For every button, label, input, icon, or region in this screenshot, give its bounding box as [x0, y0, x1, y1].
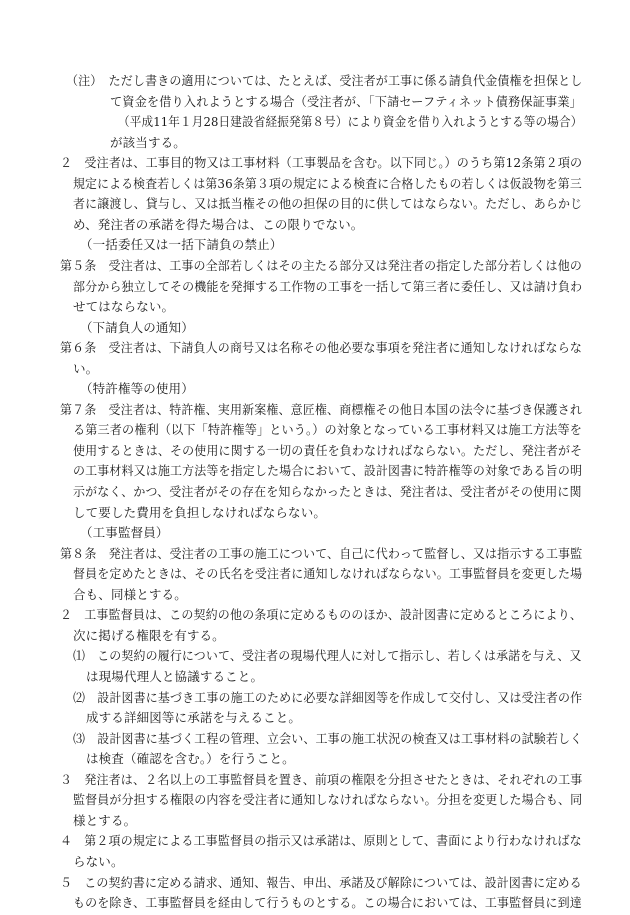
text-line: 監督員が分担する権限の内容を受注者に通知しなければならない。分担を変更した場合も、同 [73, 792, 583, 808]
section-heading: （一括委任又は一括下請負の禁止） [80, 237, 283, 253]
text-line: ３ 発注者は、２名以上の工事監督員を置き、前項の権限を分担させたときは、それぞれの工事 [60, 771, 583, 787]
text-line: 合も、同様とする。 [73, 586, 187, 602]
text-line: の工事材料又は施工方法等を指定した場合において、設計図書に特許権等の対象である旨の明 [73, 463, 583, 479]
text-line: 者に譲渡し、貸与し、又は抵当権その他の担保の目的に供してはならない。ただし、あらかじ [73, 196, 583, 212]
list-item: ⑶ 設計図書に基づく工程の管理、立会い、工事の施工状況の検査又は工事材料の試験若しく [73, 730, 583, 746]
text-line: 第６条 受注者は、下請負人の商号又は名称その他必要な事項を発注者に通知しなければならな [60, 340, 582, 356]
list-item: ⑵ 設計図書に基づき工事の施工のために必要な詳細図等を作成して交付し、又は受注者の作 [73, 689, 583, 705]
text-line: 様とする。 [73, 812, 137, 828]
text-line: 第７条 受注者は、特許権、実用新案権、意匠権、商標権その他日本国の法令に基づき保護され [60, 401, 582, 417]
text-line: （平成11年１月28日建設省経振発第８号）により資金を借り入れようとする等の場合） [118, 114, 583, 130]
text-line: 次に掲げる権限を有する。 [73, 627, 225, 643]
text-line: 使用するときは、その使用に関する一切の責任を負わなければならない。ただし、発注者がそ [73, 442, 583, 458]
text-line: て資金を借り入れようとする場合（受注者が、「下請セーフティネット債務保証事業」 [110, 93, 582, 109]
text-line: ４ 第２項の規定による工事監督員の指示又は承諾は、原則として、書面により行わなければな [60, 833, 582, 849]
text-line: 第８条 発注者は、受注者の工事の施工について、自己に代わって監督し、又は指示する工事監 [60, 545, 583, 561]
text-line: ２ 工事監督員は、この契約の他の条項に定めるもののほか、設計図書に定めるところにより、 [60, 607, 582, 623]
text-line: は現場代理人と協議すること。 [86, 669, 264, 684]
text-line: 第５条 受注者は、工事の全部若しくはその主たる部分又は発注者の指定した部分若しくは他の [60, 258, 582, 273]
section-heading: （特許権等の使用） [80, 381, 194, 397]
text-line: ５ この契約書に定める請求、通知、報告、申出、承諾及び解除については、設計図書に定める [60, 874, 582, 890]
text-line: が該当する。 [110, 134, 186, 150]
text-line: ２ 受注者は、工事目的物又は工事材料（工事製品を含む。以下同じ。）のうち第12条第２項の [60, 155, 583, 171]
list-item: ⑴ この契約の履行について、受注者の現場代理人に対して指示し、若しくは承諾を与え、又 [73, 648, 582, 664]
text-line: ものを除き、工事監督員を経由して行うものとする。この場合においては、工事監督員に到達 [73, 895, 582, 910]
section-heading: （工事監督員） [80, 525, 169, 541]
text-line: して要した費用を負担しなければならない。 [73, 504, 327, 520]
text-line: 督員を定めたときは、その氏名を受注者に通知しなければならない。工事監督員を変更した場 [73, 566, 583, 582]
text-line: せてはならない。 [73, 299, 175, 315]
section-heading: （下請負人の通知） [80, 319, 194, 335]
text-line: （注） ただし書きの適用については、たとえば、受注者が工事に係る請負代金債権を担保とし [66, 73, 583, 88]
text-line: め、発注者の承諾を得た場合は、この限りでない。 [73, 216, 364, 232]
text-line: 規定による検査若しくは第36条第３項の規定による検査に合格したもの若しくは仮設物を第三 [73, 175, 582, 191]
text-line: は検査（確認を含む。）を行うこと。 [86, 751, 295, 767]
text-line: 成する詳細図等に承諾を与えること。 [86, 710, 302, 726]
text-line: 部分から独立してその機能を発揮する工作物の工事を一括して第三者に委任し、又は請け負わ [73, 278, 583, 294]
text-line: 示がなく、かつ、受注者がその存在を知らなかったときは、発注者は、受注者がその使用に関 [73, 484, 582, 499]
text-line: い。 [73, 360, 99, 376]
text-line: る第三者の権利（以下「特許権等」という。）の対象となっている工事材料又は施工方法等を [73, 422, 583, 438]
text-line: らない。 [73, 853, 124, 869]
